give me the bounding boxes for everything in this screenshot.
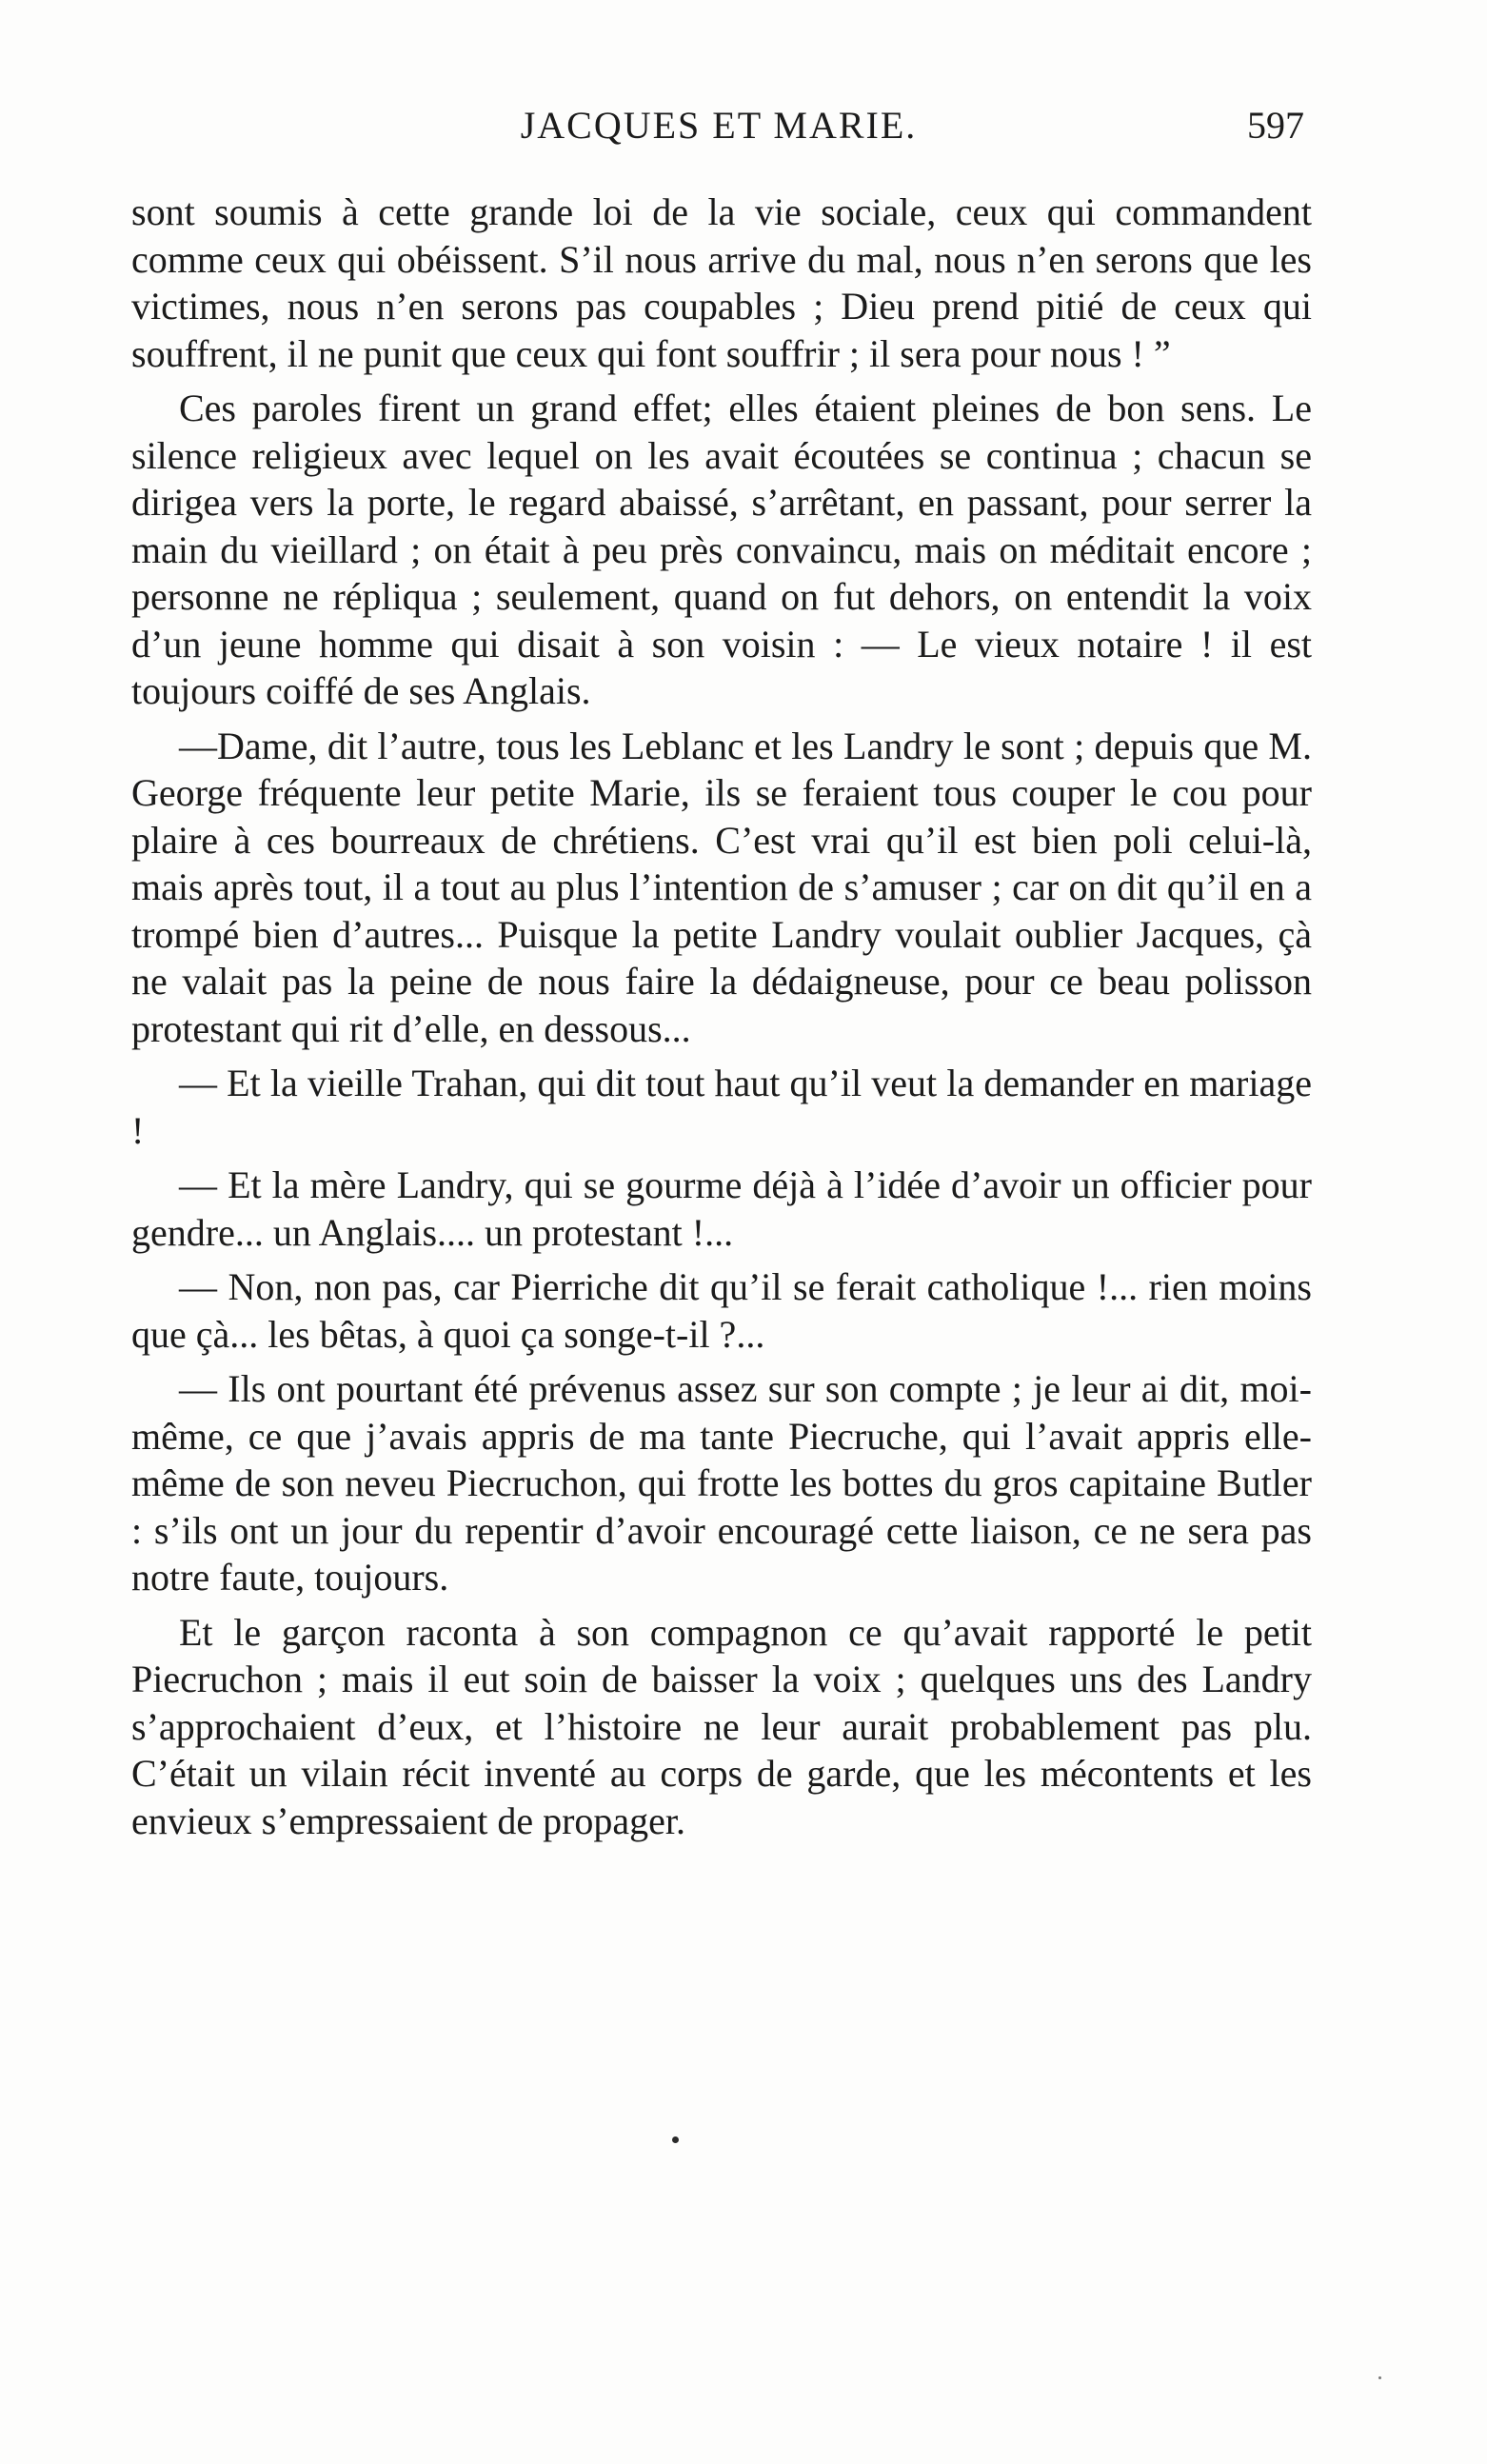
paragraph-dialogue: — Et la vieille Trahan, qui dit tout haut qu’il veut la demander en mariage ! [131, 1062, 1312, 1152]
paragraph: Ces paroles firent un grand effet; elles étaient pleines de bon sens. Le silence religieux avec lequel on les avait écoutées se continua ; chacun se dirigea vers la porte, le regard abaissé, s’arrêtant, en passant, pour serrer la main du vieillard ; on était à peu près convaincu, mais on méditait encore ; personne ne répliqua ; seulement, quand on fut dehors, on entendit la voix d’un jeune homme qui disait à son voisin : — Le vieux notaire ! il est toujours coiffé de ses Anglais. [131, 387, 1312, 712]
paragraph-dialogue: —Dame, dit l’autre, tous les Leblanc et les Landry le sont ; depuis que M. George fréquente leur petite Marie, ils se feraient tous couper le cou pour plaire à ces bourreaux de chrétiens. C’est vrai qu’il est bien poli celui-là, mais après tout, il a tout au plus l’intention de s’amuser ; car on dit qu’il en a trompé bien d’autres... Puisque la petite Landry voulait oublier Jacques, çà ne valait pas la peine de nous faire la dédaigneuse, pour ce beau polisson protestant qui rit d’elle, en dessous... [131, 724, 1312, 1050]
paragraph-dialogue: — Ils ont pourtant été prévenus assez sur son compte ; je leur ai dit, moi-même, ce que j’avais appris de ma tante Piecruche, qui l’avait appris elle-même de son neveu Piecruchon, qui frotte les bottes du gros capitaine Butler : s’ils ont un jour du repentir d’avoir encouragé cette liaison, ce ne sera pas notre faute, toujours. [131, 1367, 1312, 1599]
ink-dot [672, 2136, 679, 2143]
page-number: 597 [1247, 104, 1304, 147]
body-text [131, 189, 1312, 1852]
paper-speck [1378, 2376, 1381, 2379]
paragraph-dialogue: — Non, non pas, car Pierriche dit qu’il se ferait catholique !... rien moins que çà... les bêtas, à quoi ça songe-t-il ?... [131, 1265, 1312, 1356]
paragraph-continuation: sont soumis à cette grande loi de la vie sociale, ceux qui commandent comme ceux qui obéissent. S’il nous arrive du mal, nous n’en serons que les victimes, nous n’en serons pas coupables ; Dieu prend pitié de ceux qui souffrent, il ne punit que ceux qui font souffrir ; il sera pour nous ! ” [131, 190, 1312, 375]
running-title: JACQUES ET MARIE. [520, 104, 918, 147]
paragraph: Et le garçon raconta à son compagnon ce qu’avait rapporté le petit Piecruchon ; mais il eut soin de baisser la voix ; quelques uns des Landry s’approchaient d’eux, et l’histoire ne leur aurait probablement pas plu. C’était un vilain récit inventé au corps de garde, que les mécontents et les envieux s’empressaient de propager. [131, 1610, 1312, 1842]
running-head [133, 103, 1304, 160]
paragraph-dialogue: — Et la mère Landry, qui se gourme déjà à l’idée d’avoir un officier pour gendre... un Anglais.... un protestant !... [131, 1163, 1312, 1254]
